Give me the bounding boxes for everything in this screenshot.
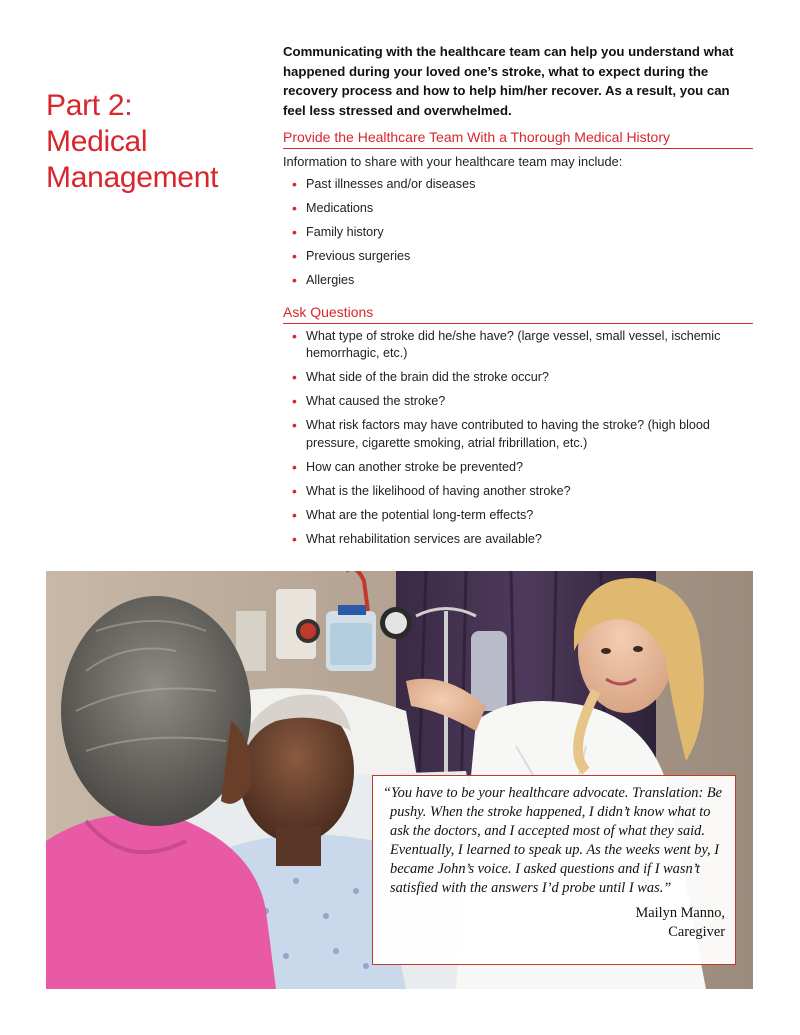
quote-role: Caregiver	[668, 924, 725, 940]
ask-questions-heading: Ask Questions	[283, 303, 753, 324]
list-item: • What are the potential long-term effects?	[292, 507, 742, 524]
section-title-line-3: Management	[46, 161, 219, 194]
quote-text: “You have to be your healthcare advocate. Translation: Be pushy. When the stroke happened, I didn’t know what to ask the doctors, and I accepted most of what they said. Eventually, I learned to speak up. As the weeks went by, I became John’s voice. I asked questions and if I wasn’t satisfied with the answers I’d probe until I was.”	[383, 785, 723, 896]
section-title	[46, 88, 266, 196]
medical-history-heading: Provide the Healthcare Team With a Thorough Medical History	[283, 128, 753, 149]
list-item: • How can another stroke be prevented?	[292, 459, 742, 476]
list-item: • Past illnesses and/or diseases	[292, 176, 742, 193]
section-title-line-1: Part 2:	[46, 89, 133, 122]
list-item: • What type of stroke did he/she have? (large vessel, small vessel, ischemic hemorrhagic, etc.)	[292, 328, 742, 363]
caregiver-quote-box	[372, 775, 736, 965]
intro-paragraph: Communicating with the healthcare team can help you understand what happened during your loved one’s stroke, what to expect during the recovery process and how to help him/her recover. As a result, you can feel less stressed and overwhelmed.	[283, 44, 734, 118]
medical-history-lead: Information to share with your healthcare team may include:	[283, 154, 623, 169]
list-item: • What caused the stroke?	[292, 393, 742, 410]
list-item: • What is the likelihood of having another stroke?	[292, 483, 742, 500]
section-title-line-2: Medical	[46, 125, 148, 158]
list-item: • What risk factors may have contributed to having the stroke? (high blood pressure, cigarette smoking, atrial fribrillation, etc.)	[292, 417, 742, 452]
list-item: • Medications	[292, 200, 742, 217]
questions-list	[292, 328, 742, 555]
list-item: • What rehabilitation services are available?	[292, 531, 742, 548]
medical-history-list	[292, 176, 742, 296]
list-item: • What side of the brain did the stroke occur?	[292, 369, 742, 386]
quote-attribution	[383, 904, 725, 942]
list-item: • Family history	[292, 224, 742, 241]
list-item: • Previous surgeries	[292, 248, 742, 265]
quote-author: Mailyn Manno,	[635, 905, 725, 921]
list-item: • Allergies	[292, 272, 742, 289]
